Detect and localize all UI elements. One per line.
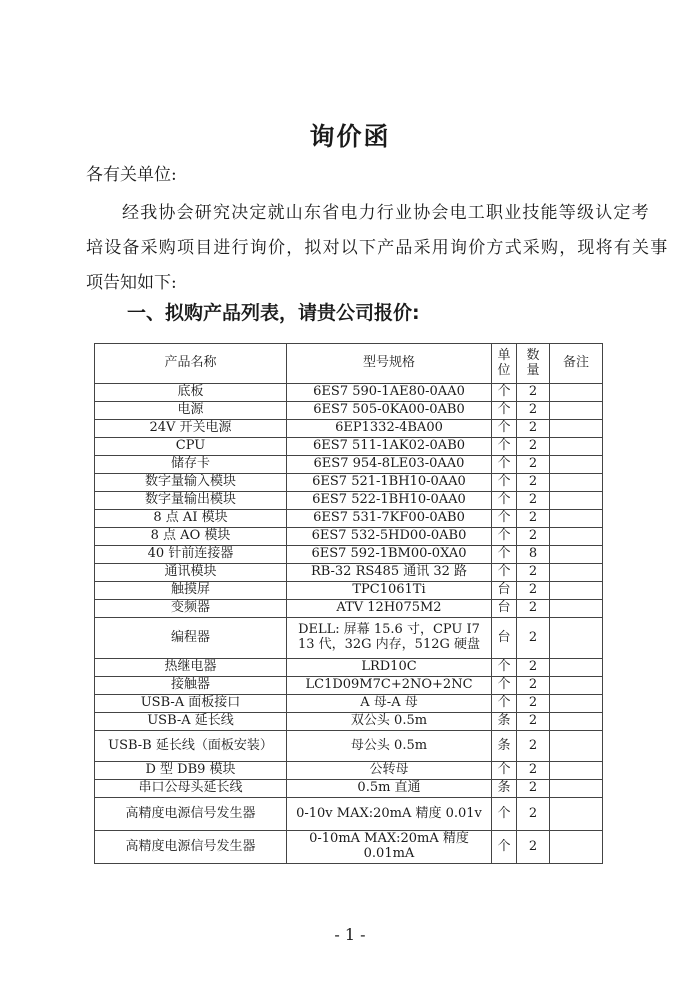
- unit: 个: [492, 695, 517, 713]
- table-row: [95, 582, 603, 600]
- remark: [550, 564, 603, 582]
- unit: 个: [492, 528, 517, 546]
- unit: 个: [492, 402, 517, 420]
- quantity: 2: [517, 798, 550, 831]
- model-spec: 0.5m 直通: [287, 780, 492, 798]
- model-spec: 6ES7 521-1BH10-0AA0: [287, 474, 492, 492]
- model-spec: 0-10mA MAX:20mA 精度 0.01mA: [287, 831, 492, 864]
- product-name: 数字量输入模块: [95, 474, 287, 492]
- quantity: 2: [517, 564, 550, 582]
- remark: [550, 600, 603, 618]
- remark: [550, 695, 603, 713]
- model-spec: 6ES7 532-5HD00-0AB0: [287, 528, 492, 546]
- product-name: 8 点 AI 模块: [95, 510, 287, 528]
- header-product-name: 产品名称: [95, 344, 287, 384]
- product-name: 编程器: [95, 618, 287, 659]
- model-spec: LC1D09M7C+2NO+2NC: [287, 677, 492, 695]
- table-row: [95, 492, 603, 510]
- model-spec: 6ES7 511-1AK02-0AB0: [287, 438, 492, 456]
- unit: 个: [492, 831, 517, 864]
- quantity: 2: [517, 695, 550, 713]
- table-row: [95, 762, 603, 780]
- model-spec: RB-32 RS485 通讯 32 路: [287, 564, 492, 582]
- table-row: [95, 402, 603, 420]
- model-spec: 公转母: [287, 762, 492, 780]
- table-row: [95, 528, 603, 546]
- table-row: [95, 600, 603, 618]
- table-row: [95, 564, 603, 582]
- remark: [550, 780, 603, 798]
- unit: 个: [492, 384, 517, 402]
- header-quantity: [517, 344, 550, 384]
- quantity: 2: [517, 474, 550, 492]
- model-spec: TPC1061Ti: [287, 582, 492, 600]
- quantity: 2: [517, 713, 550, 731]
- remark: [550, 420, 603, 438]
- model-spec: 6ES7 592-1BM00-0XA0: [287, 546, 492, 564]
- product-name: 热继电器: [95, 659, 287, 677]
- unit: 个: [492, 420, 517, 438]
- product-name: 电源: [95, 402, 287, 420]
- page-title: 询价函: [309, 122, 391, 151]
- quantity: 8: [517, 546, 550, 564]
- table-header-row: [95, 344, 603, 384]
- quantity: 2: [517, 780, 550, 798]
- product-name: 数字量输出模块: [95, 492, 287, 510]
- product-name: 底板: [95, 384, 287, 402]
- remark: [550, 618, 603, 659]
- product-name: 接触器: [95, 677, 287, 695]
- quantity: 2: [517, 420, 550, 438]
- model-spec: 母公头 0.5m: [287, 731, 492, 762]
- header-model-spec: 型号规格: [287, 344, 492, 384]
- table-row: [95, 456, 603, 474]
- remark: [550, 528, 603, 546]
- table-row: [95, 384, 603, 402]
- remark: [550, 456, 603, 474]
- quantity: 2: [517, 402, 550, 420]
- unit: 个: [492, 546, 517, 564]
- remark: [550, 731, 603, 762]
- remark: [550, 384, 603, 402]
- product-name: 触摸屏: [95, 582, 287, 600]
- product-name: USB-A 面板接口: [95, 695, 287, 713]
- quantity: 2: [517, 510, 550, 528]
- section-heading: 一、拟购产品列表，请贵公司报价:: [127, 302, 420, 324]
- unit: 条: [492, 713, 517, 731]
- model-spec: 6ES7 590-1AE80-0AA0: [287, 384, 492, 402]
- paragraph-line: 培设备采购项目进行询价，拟对以下产品采用询价方式采购，现将有关事: [86, 238, 669, 258]
- table-row: [95, 510, 603, 528]
- table-row: [95, 831, 603, 864]
- unit: 个: [492, 510, 517, 528]
- unit: 条: [492, 731, 517, 762]
- product-name: 高精度电源信号发生器: [95, 831, 287, 864]
- model-spec: 6ES7 531-7KF00-0AB0: [287, 510, 492, 528]
- remark: [550, 713, 603, 731]
- model-spec: 双公头 0.5m: [287, 713, 492, 731]
- page-number: - 1 -: [334, 925, 366, 944]
- product-name: D 型 DB9 模块: [95, 762, 287, 780]
- unit: 个: [492, 762, 517, 780]
- unit: 个: [492, 677, 517, 695]
- unit: 个: [492, 659, 517, 677]
- quantity: 2: [517, 528, 550, 546]
- remark: [550, 798, 603, 831]
- remark: [550, 659, 603, 677]
- unit: 个: [492, 492, 517, 510]
- model-spec: 6ES7 954-8LE03-0AA0: [287, 456, 492, 474]
- quantity: 2: [517, 492, 550, 510]
- quantity: 2: [517, 659, 550, 677]
- table-row: [95, 618, 603, 659]
- quantity: 2: [517, 618, 550, 659]
- remark: [550, 546, 603, 564]
- model-spec: 6ES7 505-0KA00-0AB0: [287, 402, 492, 420]
- model-spec: 6EP1332-4BA00: [287, 420, 492, 438]
- remark: [550, 831, 603, 864]
- product-name: 串口公母头延长线: [95, 780, 287, 798]
- product-name: USB-A 延长线: [95, 713, 287, 731]
- product-name: 通讯模块: [95, 564, 287, 582]
- quantity: 2: [517, 438, 550, 456]
- unit: 个: [492, 564, 517, 582]
- header-remark: 备注: [550, 344, 603, 384]
- table-row: [95, 677, 603, 695]
- quantity: 2: [517, 731, 550, 762]
- table-row: [95, 798, 603, 831]
- remark: [550, 510, 603, 528]
- table-row: [95, 713, 603, 731]
- remark: [550, 402, 603, 420]
- product-name: 8 点 AO 模块: [95, 528, 287, 546]
- product-name: 24V 开关电源: [95, 420, 287, 438]
- remark: [550, 492, 603, 510]
- unit: 条: [492, 780, 517, 798]
- remark: [550, 677, 603, 695]
- table-row: [95, 474, 603, 492]
- product-name: CPU: [95, 438, 287, 456]
- quantity: 2: [517, 677, 550, 695]
- remark: [550, 474, 603, 492]
- product-name: USB-B 延长线（面板安装）: [95, 731, 287, 762]
- header-quantity-label: 数量: [526, 347, 540, 379]
- paragraph-line: 经我协会研究决定就山东省电力行业协会电工职业技能等级认定考: [122, 203, 650, 223]
- quantity: 2: [517, 831, 550, 864]
- quantity: 2: [517, 384, 550, 402]
- table-row: [95, 780, 603, 798]
- table-row: [95, 659, 603, 677]
- quantity: 2: [517, 762, 550, 780]
- unit: 台: [492, 582, 517, 600]
- header-unit: [492, 344, 517, 384]
- product-table: [94, 343, 603, 864]
- paragraph-line: 项告知如下:: [86, 273, 177, 293]
- unit: 个: [492, 474, 517, 492]
- salutation: 各有关单位:: [86, 165, 177, 185]
- product-name: 高精度电源信号发生器: [95, 798, 287, 831]
- header-unit-label: 单位: [497, 347, 511, 379]
- product-name: 变频器: [95, 600, 287, 618]
- table-row: [95, 420, 603, 438]
- remark: [550, 762, 603, 780]
- model-spec: DELL: 屏幕 15.6 寸，CPU I7 13 代，32G 内存，512G 硬盘: [287, 618, 492, 659]
- model-spec: 6ES7 522-1BH10-0AA0: [287, 492, 492, 510]
- quantity: 2: [517, 456, 550, 474]
- table-row: [95, 438, 603, 456]
- quantity: 2: [517, 600, 550, 618]
- unit: 个: [492, 438, 517, 456]
- unit: 个: [492, 798, 517, 831]
- unit: 个: [492, 456, 517, 474]
- table-row: [95, 731, 603, 762]
- model-spec: LRD10C: [287, 659, 492, 677]
- unit: 台: [492, 600, 517, 618]
- product-name: 储存卡: [95, 456, 287, 474]
- unit: 台: [492, 618, 517, 659]
- table-row: [95, 546, 603, 564]
- model-spec: ATV 12H075M2: [287, 600, 492, 618]
- model-spec: A 母-A 母: [287, 695, 492, 713]
- table-row: [95, 695, 603, 713]
- product-name: 40 针前连接器: [95, 546, 287, 564]
- remark: [550, 582, 603, 600]
- quantity: 2: [517, 582, 550, 600]
- model-spec: 0-10v MAX:20mA 精度 0.01v: [287, 798, 492, 831]
- remark: [550, 438, 603, 456]
